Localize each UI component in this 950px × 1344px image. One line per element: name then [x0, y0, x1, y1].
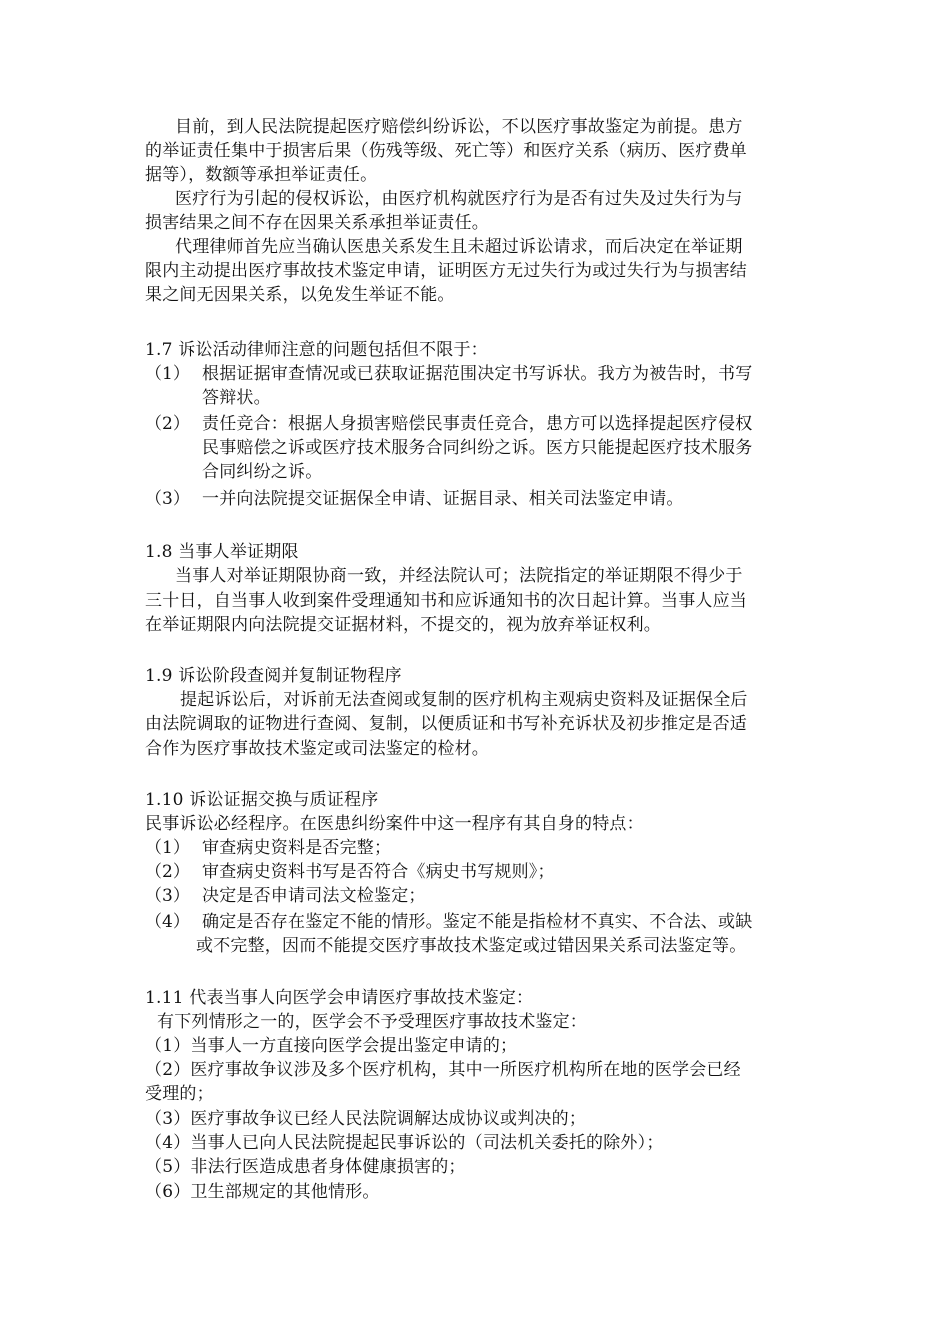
s110-item2: 审查病史资料书写是否符合《病史书写规则》；: [202, 862, 555, 882]
s111-item6: （6）卫生部规定的其他情形。: [145, 1182, 380, 1202]
s111-item2-line2: 受理的；: [145, 1084, 214, 1104]
s17-item3-number: （3）: [145, 489, 190, 509]
s110-item2-number: （2）: [145, 862, 190, 882]
s110-intro: 民事诉讼必经程序。在医患纠纷案件中这一程序有其自身的特点：: [145, 814, 644, 834]
intro-p1-line3: 据等），数额等承担举证责任。: [145, 165, 378, 185]
intro-p3-line1: 代理律师首先应当确认医患关系发生且未超过诉讼请求，而后决定在举证期: [175, 237, 743, 257]
s110-item3-number: （3）: [145, 886, 190, 906]
s18-line3: 在举证期限内向法院提交证据材料，不提交的，视为放弃举证权利。: [145, 615, 661, 635]
s111-item3: （3）医疗事故争议已经人民法院调解达成协议或判决的；: [145, 1109, 587, 1129]
intro-p2-line2: 损害结果之间不存在因果关系承担举证责任。: [145, 213, 489, 233]
s111-item4: （4）当事人已向人民法院提起民事诉讼的（司法机关委托的除外）；: [145, 1133, 664, 1153]
s17-item1-line2: 答辩状。: [202, 388, 271, 408]
s110-item1: 审查病史资料是否完整；: [202, 838, 392, 858]
s110-item1-number: （1）: [145, 838, 190, 858]
s111-item5: （5）非法行医造成患者身体健康损害的；: [145, 1157, 466, 1177]
s19-line2: 由法院调取的证物进行查阅、复制，以便质证和书写补充诉状及初步推定是否适: [145, 714, 747, 734]
s17-item2-line3: 合同纠纷之诉。: [202, 462, 323, 482]
intro-p1-line2: 的举证责任集中于损害后果（伤残等级、死亡等）和医疗关系（病历、医疗费单: [145, 141, 747, 161]
s19-line1: 提起诉讼后，对诉前无法查阅或复制的医疗机构主观病史资料及证据保全后: [180, 690, 748, 710]
section-1-8-heading: 1.8 当事人举证期限: [145, 542, 299, 562]
section-1-7-heading: 1.7 诉讼活动律师注意的问题包括但不限于：: [145, 340, 488, 360]
s18-line2: 三十日，自当事人收到案件受理通知书和应诉通知书的次日起计算。当事人应当: [145, 591, 747, 611]
intro-p2-line1: 医疗行为引起的侵权诉讼，由医疗机构就医疗行为是否有过失及过失行为与: [175, 189, 743, 209]
s111-intro: 有下列情形之一的，医学会不予受理医疗事故技术鉴定：: [157, 1012, 587, 1032]
s17-item2-number: （2）: [145, 414, 190, 434]
s19-line3: 合作为医疗事故技术鉴定或司法鉴定的检材。: [145, 739, 489, 759]
intro-p3-line2: 限内主动提出医疗事故技术鉴定申请，证明医方无过失行为或过失行为与损害结: [145, 261, 747, 281]
s110-item3: 决定是否申请司法文检鉴定；: [202, 886, 426, 906]
s17-item1-number: （1）: [145, 364, 190, 384]
section-1-9-heading: 1.9 诉讼阶段查阅并复制证物程序: [145, 666, 402, 686]
s18-line1: 当事人对举证期限协商一致，并经法院认可；法院指定的举证期限不得少于: [175, 566, 743, 586]
s17-item3-line1: 一并向法院提交证据保全申请、证据目录、相关司法鉴定申请。: [202, 489, 684, 509]
intro-p3-line3: 果之间无因果关系，以免发生举证不能。: [145, 285, 455, 305]
s111-item1: （1）当事人一方直接向医学会提出鉴定申请的；: [145, 1036, 518, 1056]
s110-item4-line2: 或不完整，因而不能提交医疗事故技术鉴定或过错因果关系司法鉴定等。: [196, 936, 747, 956]
intro-p1-line1: 目前，到人民法院提起医疗赔偿纠纷诉讼，不以医疗事故鉴定为前提。患方: [175, 117, 743, 137]
s110-item4-number: （4）: [145, 912, 190, 932]
s17-item1-line1: 根据证据审查情况或已获取证据范围决定书写诉状。我方为被告时，书写: [202, 364, 753, 384]
s17-item2-line1: 责任竞合：根据人身损害赔偿民事责任竞合，患方可以选择提起医疗侵权: [202, 414, 753, 434]
section-1-10-heading: 1.10 诉讼证据交换与质证程序: [145, 790, 379, 810]
section-1-11-heading: 1.11 代表当事人向医学会申请医疗事故技术鉴定：: [145, 988, 534, 1008]
s111-item2-line1: （2）医疗事故争议涉及多个医疗机构，其中一所医疗机构所在地的医学会已经: [145, 1060, 741, 1080]
s110-item4-line1: 确定是否存在鉴定不能的情形。鉴定不能是指检材不真实、不合法、或缺: [202, 912, 753, 932]
s17-item2-line2: 民事赔偿之诉或医疗技术服务合同纠纷之诉。医方只能提起医疗技术服务: [202, 438, 753, 458]
